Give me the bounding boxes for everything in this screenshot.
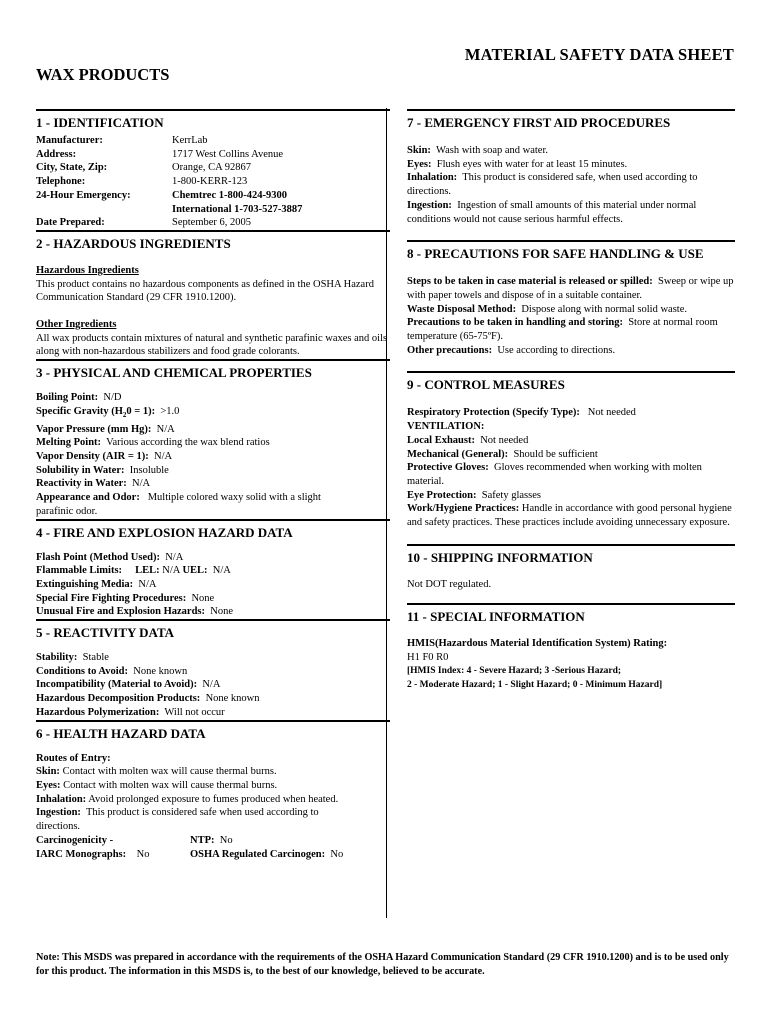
monographs-row: IARC Monographs: No OSHA Regulated Carcinogen: No — [36, 848, 344, 860]
property-line: Mechanical (General): Should be sufficient — [407, 448, 598, 460]
property-line: Steps to be taken in case material is released or spilled: Sweep or wipe up with paper towels and dispose of in a suitable container. — [407, 276, 734, 301]
property-line: Hazardous Decomposition Products: None known — [36, 693, 260, 705]
document-title: MATERIAL SAFETY DATA SHEET — [464, 45, 734, 64]
property-line: Skin: Wash with soap and water. — [407, 145, 549, 156]
property-line: Conditions to Avoid: None known — [36, 665, 188, 677]
section-heading: 1 - IDENTIFICATION — [36, 109, 390, 131]
property-line: Appearance and Odor: Multiple colored waxy solid with a slight parafinic odor. — [36, 492, 321, 517]
property-line: Eye Protection: Safety glasses — [407, 489, 541, 501]
section-heading: 10 - SHIPPING INFORMATION — [407, 544, 735, 566]
section-heading: 3 - PHYSICAL AND CHEMICAL PROPERTIES — [36, 359, 390, 381]
left-column — [36, 109, 390, 861]
property-line: Respiratory Protection (Specify Type): Not needed — [407, 407, 636, 419]
hmis-index-line: [HMIS Index: 4 - Severe Hazard; 3 -Serious Hazard; — [407, 665, 622, 676]
paragraph: This product contains no hazardous components as defined in the OSHA Hazard Communication Standard (29 CFR 1910.1200). — [36, 278, 374, 304]
property-line: Work/Hygiene Practices: Handle in accordance with good personal hygiene and safety practices. These practices include avoiding unnecessary exposure. — [407, 503, 732, 529]
property-line: Special Fire Fighting Procedures: None — [36, 592, 215, 604]
section-heading: 6 - HEALTH HAZARD DATA — [36, 720, 390, 742]
id-row: Date Prepared: September 6, 2005 — [36, 217, 252, 229]
section-heading: 11 - SPECIAL INFORMATION — [407, 603, 735, 625]
id-row: 24-Hour Emergency: Chemtrec 1-800-424-9300 — [36, 189, 287, 201]
property-line: Ingestion: This product is considered safe when used according to directions. — [36, 807, 319, 833]
paragraph: All wax products contain mixtures of natural and synthetic parafinic waxes and oils along with non-hazardous stabilizers and food grade colorants. — [36, 332, 388, 358]
property-line: Local Exhaust: Not needed — [407, 434, 529, 446]
section-heading: 2 - HAZARDOUS INGREDIENTS — [36, 230, 390, 252]
property-line: Flammable Limits: LEL: N/A UEL: N/A — [36, 565, 231, 577]
routes-label: Routes of Entry: — [36, 752, 111, 764]
section-heading: 8 - PRECAUTIONS FOR SAFE HANDLING & USE — [407, 240, 735, 262]
footnote: Note: This MSDS was prepared in accordance with the requirements of the OSHA Hazard Communication Standard (29 CFR 1910.1200) and is to be used only for this product. The information in this MSDS is, to the best of our knowledge, believed to be accurate. — [36, 952, 729, 977]
id-row: Telephone: 1-800-KERR-123 — [36, 176, 248, 188]
property-line: Melting Point: Various according the wax blend ratios — [36, 437, 270, 449]
subheading: Hazardous Ingredients — [36, 264, 139, 276]
section-first-aid — [407, 109, 735, 226]
subheading: Other Ingredients — [36, 319, 117, 331]
property-line: Vapor Pressure (mm Hg): N/A — [36, 423, 175, 435]
property-line: Waste Disposal Method: Dispose along with normal solid waste. — [407, 303, 687, 315]
section-heading: 4 - FIRE AND EXPLOSION HAZARD DATA — [36, 519, 390, 541]
id-row: International 1-703-527-3887 — [172, 203, 303, 215]
property-line: Hazardous Polymerization: Will not occur — [36, 706, 225, 718]
property-line: Skin: Contact with molten wax will cause thermal burns. — [36, 766, 277, 778]
section-precautions — [407, 240, 735, 357]
property-line: Reactivity in Water: N/A — [36, 478, 151, 490]
property-line: Solubility in Water: Insoluble — [36, 464, 169, 476]
section-shipping — [407, 544, 735, 592]
section-heading: 9 - CONTROL MEASURES — [407, 371, 735, 393]
hmis-index-line: 2 - Moderate Hazard; 1 - Slight Hazard; 0 - Minimum Hazard] — [407, 679, 663, 690]
carcinogenicity-row: Carcinogenicity - NTP: No — [36, 834, 233, 846]
section-fire-explosion — [36, 519, 390, 620]
property-line: Vapor Density (AIR = 1): N/A — [36, 451, 173, 463]
property-line: Inhalation: This product is considered safe, when used according to directions. — [407, 172, 698, 198]
property-line: Specific Gravity $(H_20 = 1)$: >1.0 — [36, 405, 180, 419]
section-control-measures — [407, 371, 735, 529]
property-line: Other precautions: Use according to directions. — [407, 344, 616, 356]
id-row: Manufacturer: KerrLab — [36, 135, 208, 146]
property-line: Protective Gloves: Gloves recommended when working with molten material. — [407, 462, 702, 487]
property-line: Incompatibility (Material to Avoid): N/A — [36, 679, 221, 691]
property-line: Unusual Fire and Explosion Hazards: None — [36, 606, 234, 618]
property-line: Boiling Point: N/D — [36, 392, 122, 404]
hmis-label: HMIS(Hazardous Material Identification System) Rating: — [407, 638, 668, 650]
property-line: Extinguishing Media: N/A — [36, 578, 157, 590]
section-heading: 5 - REACTIVITY DATA — [36, 619, 390, 641]
ventilation-label: VENTILATION: — [407, 421, 485, 433]
id-row: Address: 1717 West Collins Avenue — [36, 148, 284, 160]
section-health-hazard — [36, 720, 390, 862]
product-title: WAX PRODUCTS — [36, 65, 170, 84]
right-column — [407, 109, 735, 692]
paragraph: Not DOT regulated. — [407, 578, 492, 590]
section-reactivity — [36, 619, 390, 720]
property-line: Precautions to be taken in handling and storing: Store at normal room temperature (65-75ºF). — [407, 317, 718, 343]
section-identification — [36, 109, 390, 230]
property-line: Eyes: Flush eyes with water for at least 15 minutes. — [407, 158, 628, 170]
property-line: Flash Point (Method Used): N/A — [36, 551, 184, 563]
property-line: Stability: Stable — [36, 652, 109, 664]
hmis-rating: H1 F0 R0 — [407, 652, 449, 664]
property-line: Eyes: Contact with molten wax will cause thermal burns. — [36, 780, 278, 791]
property-line: Ingestion: Ingestion of small amounts of this material under normal conditions would not cause serious harmful effects. — [407, 199, 697, 225]
section-special-info — [407, 603, 735, 692]
section-physical-chemical — [36, 359, 390, 518]
section-hazardous-ingredients — [36, 230, 390, 359]
id-row: City, State, Zip: Orange, CA 92867 — [36, 162, 252, 174]
section-heading: 7 - EMERGENCY FIRST AID PROCEDURES — [407, 109, 735, 131]
property-line: Inhalation: Avoid prolonged exposure to fumes produced when heated. — [36, 793, 339, 805]
